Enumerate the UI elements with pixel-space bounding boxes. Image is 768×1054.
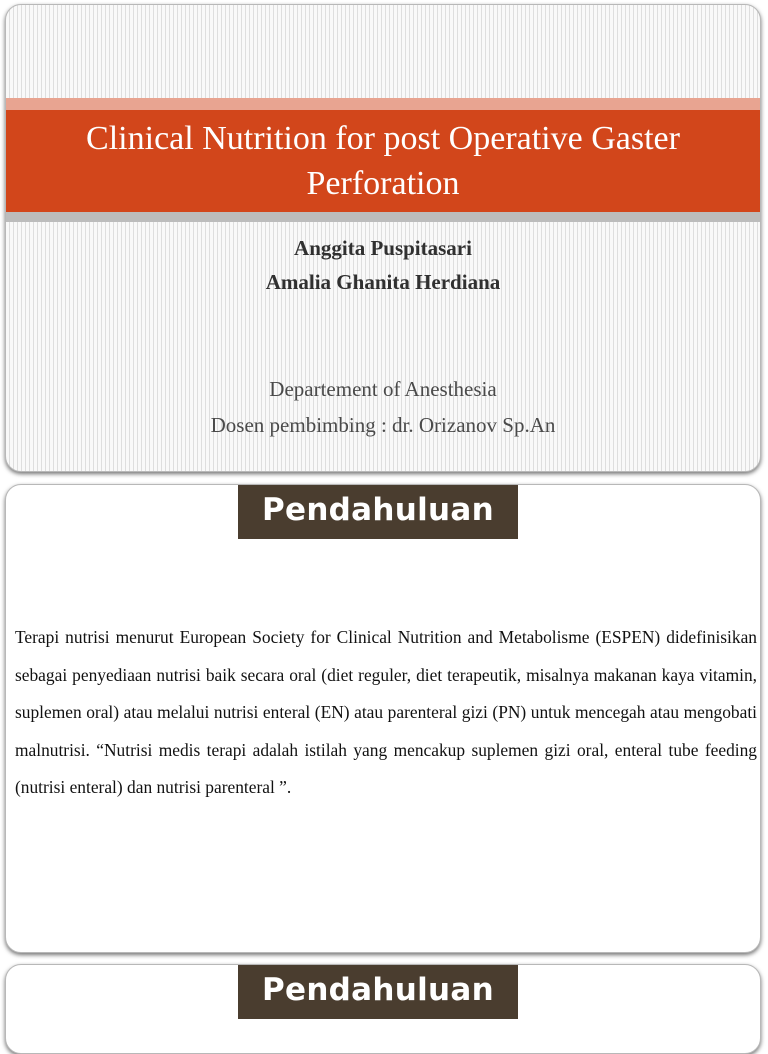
title-slide [5, 4, 761, 472]
affiliation-block [6, 371, 760, 443]
title-band [6, 98, 760, 222]
body-paragraph: Terapi nutrisi menurut European Society for Clinical Nutrition and Metabolisme (ESPEN) didefinisikan sebagai penyediaan nutrisi baik secara oral (diet reguler, diet terapeutik, misalnya makanan kaya vitamin, suplemen oral) atau melalui nutrisi enteral (EN) atau parenteral gizi (PN) untuk mencegah atau mengobati malnutrisi. “Nutrisi medis terapi adalah istilah yang mencakup suplemen gizi oral, enteral tube feeding (nutrisi enteral) dan nutrisi parenteral ”. [15, 627, 757, 797]
author-name: Amalia Ghanita Herdiana [265, 270, 501, 294]
slide-title: Clinical Nutrition for post Operative Gaster Perforation [86, 120, 680, 202]
department-text: Departement of Anesthesia [269, 377, 497, 401]
title-band-main [6, 110, 760, 212]
author-name: Anggita Puspitasari [294, 236, 472, 260]
author-list [6, 231, 760, 299]
intro-slide [5, 484, 761, 953]
intro-slide-2 [5, 964, 761, 1054]
supervisor-text: Dosen pembimbing : dr. Orizanov Sp.An [210, 413, 556, 437]
section-heading: Pendahuluan [238, 484, 518, 539]
title-band-top-stripe [6, 98, 760, 110]
section-heading: Pendahuluan [238, 964, 518, 1019]
title-band-bottom-stripe [6, 212, 760, 222]
